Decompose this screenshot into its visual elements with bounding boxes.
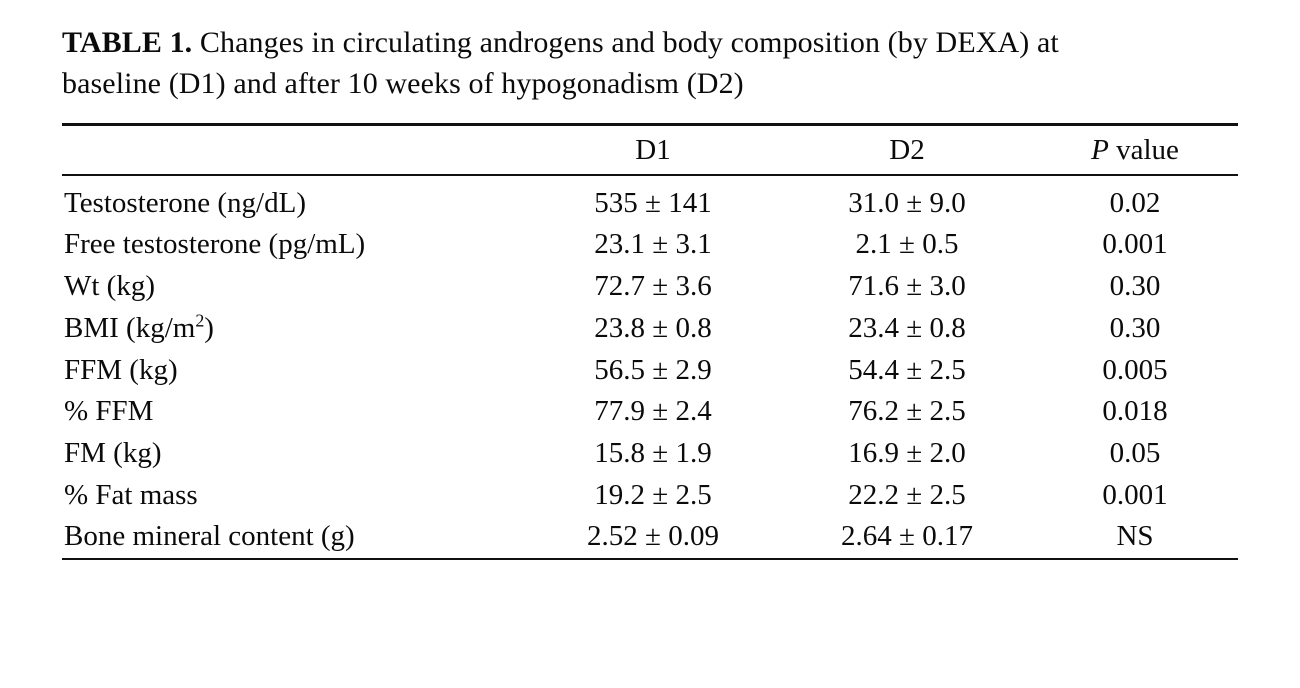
row-value-d1: 15.8 ± 1.9 <box>594 436 712 469</box>
table-row <box>62 224 1238 266</box>
row-value-p: 0.05 <box>1109 436 1161 469</box>
row-value-d2: 2.64 ± 0.17 <box>841 520 973 553</box>
table-body <box>62 175 1238 568</box>
table-row <box>62 350 1238 392</box>
table-header <box>62 124 1238 175</box>
row-value-p: 0.018 <box>1102 395 1168 428</box>
column-header-d1: D1 <box>524 126 782 175</box>
column-header-p-value <box>1032 126 1238 175</box>
p-value-word: value <box>1108 133 1179 166</box>
table-row <box>62 391 1238 433</box>
row-value-d2: 2.1 ± 0.5 <box>855 228 959 261</box>
row-value-d2: 16.9 ± 2.0 <box>848 436 966 469</box>
row-label: % Fat mass <box>64 478 198 511</box>
row-value-p: 0.001 <box>1102 228 1168 261</box>
row-value-p: NS <box>1116 520 1154 553</box>
table-row <box>62 266 1238 308</box>
row-value-d1: 77.9 ± 2.4 <box>594 395 712 428</box>
row-value-d2: 54.4 ± 2.5 <box>848 353 966 386</box>
row-value-d2: 22.2 ± 2.5 <box>848 478 966 511</box>
row-value-p: 0.30 <box>1109 270 1161 303</box>
row-value-d1: 2.52 ± 0.09 <box>587 520 719 553</box>
row-label: FM (kg) <box>64 436 162 469</box>
row-label-superscript: 2 <box>195 310 205 331</box>
table-caption-text: Changes in circulating androgens and body composition (by DEXA) at baseline (D1) and after 10 weeks of hypogonadism (D2) <box>62 26 1059 101</box>
row-label: % FFM <box>64 395 154 428</box>
row-value-d1: 535 ± 141 <box>594 186 712 219</box>
row-value-d1: 56.5 ± 2.9 <box>594 353 712 386</box>
table-row <box>62 433 1238 475</box>
column-header-blank <box>62 126 524 175</box>
table-row <box>62 475 1238 517</box>
row-value-d1: 19.2 ± 2.5 <box>594 478 712 511</box>
row-value-d1: 23.8 ± 0.8 <box>594 311 712 344</box>
p-symbol: P <box>1091 133 1109 166</box>
row-value-d1: 72.7 ± 3.6 <box>594 270 712 303</box>
table-bottom-rule <box>62 559 1238 568</box>
row-label-base: BMI (kg/m <box>64 311 196 344</box>
table-row <box>62 516 1238 559</box>
row-value-d2: 23.4 ± 0.8 <box>848 311 966 344</box>
row-value-p: 0.02 <box>1109 186 1161 219</box>
data-table <box>62 123 1238 568</box>
row-label-tail: ) <box>204 311 214 344</box>
row-value-p: 0.001 <box>1102 478 1168 511</box>
table-row <box>62 308 1238 350</box>
column-header-row <box>62 126 1238 175</box>
table-caption-label: TABLE 1. <box>62 26 193 59</box>
table-caption <box>62 22 1062 105</box>
row-value-d2: 71.6 ± 3.0 <box>848 270 966 303</box>
row-value-d1: 23.1 ± 3.1 <box>594 228 712 261</box>
row-label: FFM (kg) <box>64 353 178 386</box>
table-row <box>62 175 1238 225</box>
row-label: Bone mineral content (g) <box>64 520 355 553</box>
row-label: Testosterone (ng/dL) <box>64 186 306 219</box>
column-header-d2: D2 <box>782 126 1032 175</box>
row-value-p: 0.005 <box>1102 353 1168 386</box>
row-label <box>62 308 524 350</box>
row-value-d2: 31.0 ± 9.0 <box>848 186 966 219</box>
row-label: Free testosterone (pg/mL) <box>64 228 366 261</box>
row-value-d2: 76.2 ± 2.5 <box>848 395 966 428</box>
row-label: Wt (kg) <box>64 270 155 303</box>
row-value-p: 0.30 <box>1109 311 1161 344</box>
